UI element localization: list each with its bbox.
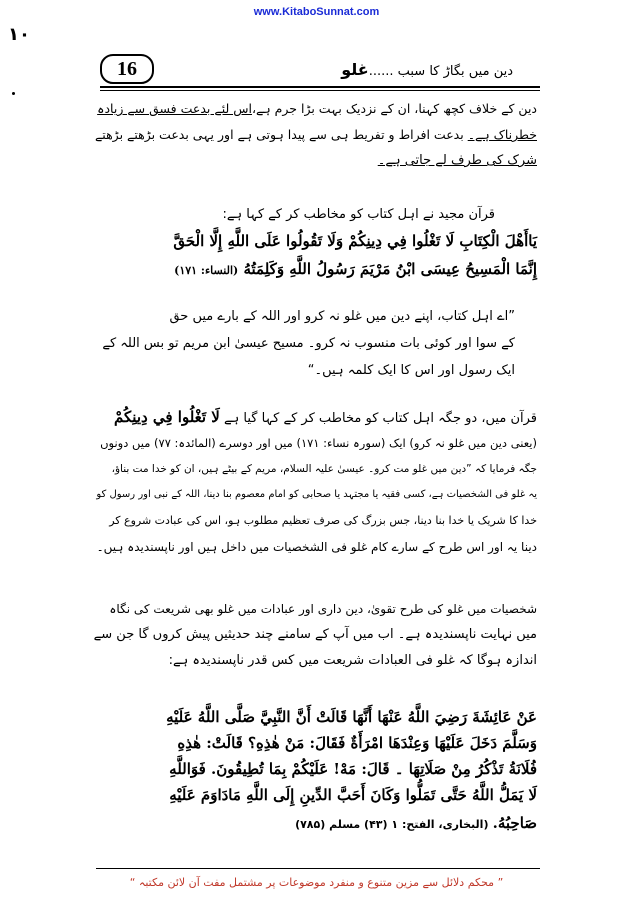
running-header <box>341 60 513 79</box>
hadith-line5-text: صَاحِبُهُ. <box>492 814 537 832</box>
paragraph2-line1 <box>114 406 537 430</box>
paragraph2-line3: جگہ فرمایا کہ ”دین میں غلو مت کرو۔ عیسیٰ علیہ السلام، مریم کے بیٹے ہیں، ان کو خدا مت بناؤ، <box>111 463 537 475</box>
header-rule <box>100 86 540 88</box>
page-number: 16 <box>100 54 154 84</box>
paragraph2-line5: خدا کا شریک یا خدا بنا دینا، جس بزرگ کی صرف تعظیم مطلوب ہو، اس کی عبادت شروع کر <box>109 514 537 527</box>
hadith-reference: (البخاری، الفتح: ۱ (۴۳) مسلم (۷۸۵) <box>295 818 489 831</box>
paragraph1-line2-text: بدعت افراط و تفریط ہی سے پیدا ہوتی ہے اور یہی بدعت بڑھتے بڑھتے <box>94 127 464 142</box>
paragraph1-line1-text: دین کے خلاف کچھ کہنا، ان کے نزدیک بہت بڑا جرم ہے، <box>251 101 537 116</box>
quran-intro: قرآن مجید نے اہل کتاب کو مخاطب کر کے کہا ہے: <box>222 207 495 222</box>
header-rule-thin <box>100 90 540 91</box>
translation-line3: ایک رسول اور اس کا ایک کلمہ ہیں۔“ <box>307 363 515 378</box>
paragraph3-line3: اندازہ ہوگا کہ غلو فی العبادات شریعت میں کس قدر ناپسندیدہ ہے: <box>168 653 537 668</box>
paragraph1-line2 <box>95 124 537 146</box>
paragraph2-line6: دینا یہ اور اس طرح کے سارے کام غلو فی الشخصیات میں داخل ہیں اور ناپسندیدہ ہیں۔ <box>96 540 537 554</box>
verse-line2 <box>174 258 537 282</box>
hadith-line1: عَنْ عَائِشَةَ رَضِيَ اللَّهُ عَنْهَا أَنَّهَا قَالَتْ أَنَّ النَّبِيَّ صَلَّى اللَّهُ عَلَيْهِ <box>166 708 537 726</box>
running-header-title-bold: غلو <box>341 60 369 79</box>
paragraph2-line2: (یعنی دین میں غلو نہ کرو) ایک (سورہ نساء: ۱۷۱) میں اور دوسرے (المائدہ: ۷۷) میں دونوں <box>100 436 537 450</box>
footer-rule <box>96 868 540 869</box>
hadith-line3: فُلَانَةُ تَذْكُرُ مِنْ صَلَاتِهَا ۔ قَالَ: مَهْ! عَلَيْكُمْ بِمَا تُطِيقُونَ. فَوَاللَّهِ <box>169 760 537 778</box>
hadith-line4: لَا يَمَلُّ اللَّهُ حَتَّى تَمَلُّوا وَكَانَ أَحَبَّ الدِّينِ إِلَى اللَّهِ مَادَاوَمَ عَلَيْهِ <box>169 786 537 804</box>
corner-page-mark: ١٠ <box>8 24 30 45</box>
verse-line2-text: إِنَّمَا الْمَسِيحُ عِيسَى ابْنُ مَرْيَمَ رَسُولُ اللَّهِ وَكَلِمَتُهُ <box>243 260 537 278</box>
paragraph1-line1-underlined: اس لئے بدعت فسق سے زیادہ <box>97 101 252 116</box>
paragraph2-line1-arabic: لَا تَغْلُوا فِي دِينِكُمْ <box>114 408 220 426</box>
site-url-link[interactable]: www.KitaboSunnat.com <box>253 6 380 18</box>
corner-dot <box>12 92 15 95</box>
paragraph1-line1 <box>97 98 537 120</box>
paragraph1-line2-underlined: خطرناک ہے۔ <box>467 127 537 142</box>
paragraph2-line4: یہ غلو فی الشخصیات ہے، کسی فقیہ یا مجتہد یا صحابی کو امام معصوم بنا دینا، اللہ کے نبی اور رسول کو <box>96 489 537 500</box>
translation-line2: کے سوا اور کوئی بات منسوب نہ کرو۔ مسیح عیسیٰ ابن مریم تو بس اللہ کے <box>102 336 515 351</box>
hadith-line2: وَسَلَّمَ دَخَلَ عَلَيْهَا وَعِنْدَهَا امْرَأَةٌ فَقَالَ: مَنْ هٰذِهِ؟ قَالَتْ: هٰذِهِ <box>177 734 537 752</box>
paragraph3-line1: شخصیات میں غلو کی طرح تقویٰ، دین داری اور عبادات میں غلو بھی شریعت کی نگاہ <box>109 602 537 616</box>
translation-line1: ”اے اہل کتاب، اپنے دین میں غلو نہ کرو اور اللہ کے بارے میں حق <box>169 309 515 324</box>
running-header-title: دین میں بگاڑ کا سبب ...... <box>368 64 513 79</box>
verse-reference: (النساء: ۱۷۱) <box>174 264 239 277</box>
paragraph3-line2: میں نہایت ناپسندیدہ ہے۔ اب میں آپ کے سامنے چند حدیثیں پیش کروں گا جن سے <box>93 627 537 642</box>
hadith-line5 <box>295 812 537 836</box>
paragraph1-line3: شرک کی طرف لے جاتی ہے۔ <box>377 153 537 168</box>
footer-tagline: ” محکم دلائل سے مزین متنوع و منفرد موضوعات پر مشتمل مفت آن لائن مکتبہ “ <box>129 876 504 889</box>
verse-line1: يَاأَهْلَ الْكِتَابِ لَا تَغْلُوا فِي دِينِكُمْ وَلَا تَقُولُوا عَلَى اللَّهِ إِلَّا الْحَقَّ <box>173 232 537 250</box>
paragraph2-line1-text: قرآن میں، دو جگہ اہل کتاب کو مخاطب کر کے کہا گیا ہے <box>224 411 537 426</box>
